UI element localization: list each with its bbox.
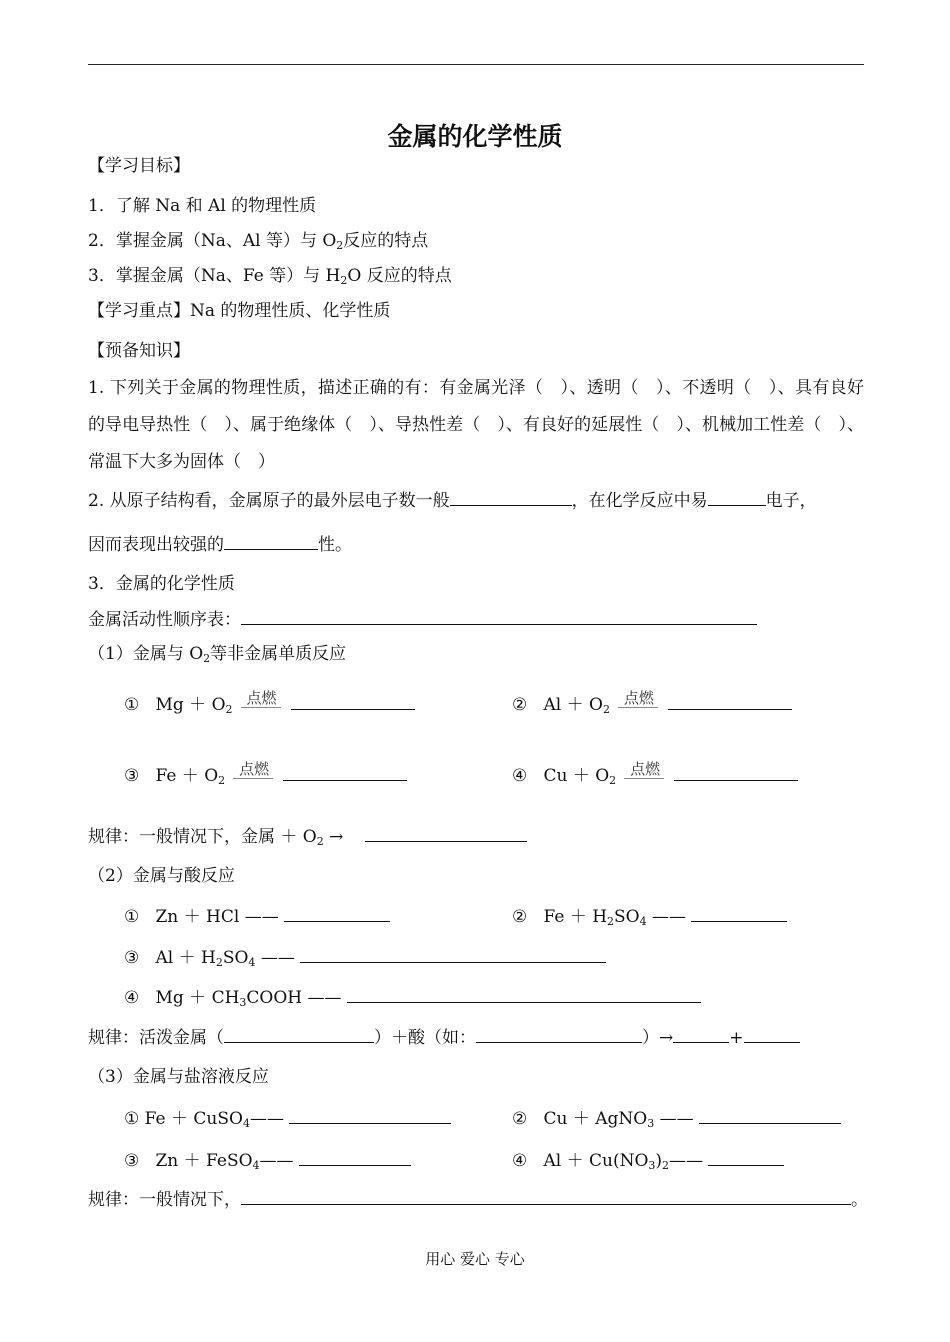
answer-blank[interactable] [744,1026,800,1043]
answer-blank[interactable] [708,489,766,506]
answer-blank[interactable] [299,1149,411,1166]
goal-2: 2．掌握金属（Na、Al 等）与 $O_2$反应的特点 [88,231,429,252]
answer-blank[interactable] [708,1149,784,1166]
goal-3: 3．掌握金属（Na、Fe 等）与 $H_2O$ 反应的特点 [88,266,452,287]
question-2-line-2: 因而表现出较强的 性。 [88,535,352,555]
rule-3: 规律：一般情况下， 。 [88,1190,868,1210]
part-1-heading: （1）金属与 $O_2$等非金属单质反应 [88,644,347,665]
answer-blank[interactable] [347,986,701,1003]
reaction-o2-1: ① $Mg + O_2$ 点燃 [124,693,415,721]
question-2-line-1: 2. 从原子结构看，金属原子的最外层电子数一般 ，在化学反应中易 电子， [88,491,817,511]
goals-heading: 【学习目标】 [88,156,190,176]
answer-blank[interactable] [673,1026,729,1043]
reaction-acid-4: ④ $Mg + CH_3COOH$ —— [124,986,701,1014]
reaction-salt-3: ③ Zn ＋ FeSO$_4$—— [124,1149,411,1177]
reaction-salt-1: ① Fe ＋ CuSO$_4$—— [124,1107,451,1135]
answer-blank[interactable] [241,608,757,625]
reaction-o2-4: ④ $Cu + O_2$ 点燃 [512,764,798,792]
answer-blank[interactable] [284,905,390,922]
question-1: 1. 下列关于金属的物理性质，描述正确的有：有金属光泽（ ）、透明（ ）、不透明（ ）、具有良好的导电导热性（ ）、属于绝缘体（ ）、导热性差（ ）、有良好的延展性（ ）、机械加工性差（ ）、常温下大多为固体（ ） [88,378,864,472]
rule-1: 规律：一般情况下，金属 ＋ $O_2$ → [88,825,527,853]
answer-blank[interactable] [289,1107,451,1124]
part-2-heading: （2）金属与酸反应 [88,866,235,886]
page-title: 金属的化学性质 [387,122,563,151]
answer-blank[interactable] [300,946,606,963]
reaction-salt-4: ④ $Al + Cu(NO_3)_2——$ [512,1149,784,1177]
reaction-o2-2: ② $Al + O_2$ 点燃 [512,693,792,721]
answer-blank[interactable] [668,693,792,710]
focus-line: 【学习重点】Na 的物理性质、化学性质 [88,301,391,321]
answer-blank[interactable] [291,693,415,710]
activity-series-line: 金属活动性顺序表： [88,608,757,631]
reaction-acid-2: ② $Fe + H_2SO_4$ —— [512,905,787,933]
reaction-o2-3: ③ $Fe + O_2$ 点燃 [124,764,407,792]
reaction-acid-1: ① Zn ＋ HCl —— [124,905,390,928]
answer-blank[interactable] [476,1026,642,1043]
answer-blank[interactable] [365,825,527,842]
answer-blank[interactable] [224,1026,374,1043]
reaction-acid-3: ③ $Al + H_2SO_4$ —— [124,946,606,974]
answer-blank[interactable] [241,1188,851,1205]
answer-blank[interactable] [699,1107,841,1124]
rule-2: 规律：活泼金属（ ）＋酸（如： ）→ + [88,1026,800,1049]
answer-blank[interactable] [691,905,787,922]
answer-blank[interactable] [283,764,407,781]
answer-blank[interactable] [450,489,572,506]
page-footer: 用心 爱心 专心 [425,1250,525,1268]
part-3-heading: （3）金属与盐溶液反应 [88,1067,269,1087]
prep-heading: 【预备知识】 [88,341,190,361]
goal-1: 1．了解 Na 和 Al 的物理性质 [88,196,317,216]
question-3: 3．金属的化学性质 [88,574,235,594]
reaction-salt-2: ② Cu ＋ AgNO$_3$ —— [512,1107,841,1135]
answer-blank[interactable] [674,764,798,781]
header-rule [88,64,864,65]
answer-blank[interactable] [224,533,318,550]
